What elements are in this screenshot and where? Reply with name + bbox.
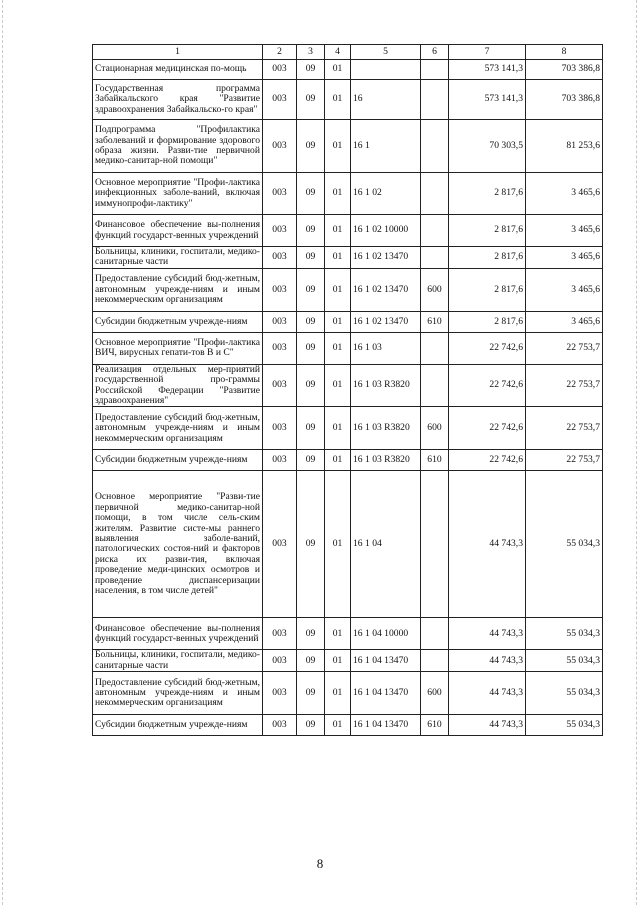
cell-target-article: 16 1 02 13470 <box>351 311 421 332</box>
table-row <box>93 215 603 247</box>
scan-edge-right <box>636 0 638 905</box>
cell-amount-year1: 2 817,6 <box>449 268 526 311</box>
cell-section: 09 <box>297 120 325 173</box>
cell-amount-year2: 81 253,6 <box>526 120 603 173</box>
table-row <box>93 715 603 736</box>
cell-expense-type <box>421 618 449 650</box>
cell-target-article: 16 1 02 13470 <box>351 268 421 311</box>
cell-subsection: 01 <box>325 618 351 650</box>
cell-section: 09 <box>297 173 325 215</box>
cell-expense-type: 600 <box>421 407 449 450</box>
cell-target-article: 16 1 04 <box>351 471 421 618</box>
header-col-2: 2 <box>263 45 297 60</box>
cell-subsection: 01 <box>325 471 351 618</box>
cell-amount-year2: 55 034,3 <box>526 618 603 650</box>
row-name: Больницы, клиники, госпитали, медико-санитарные части <box>93 247 263 269</box>
cell-target-article <box>351 60 421 80</box>
table-row <box>93 311 603 332</box>
cell-expense-type: 610 <box>421 450 449 471</box>
table-row <box>93 332 603 364</box>
cell-target-article: 16 1 03 R3820 <box>351 450 421 471</box>
cell-chapter: 003 <box>263 618 297 650</box>
cell-subsection: 01 <box>325 364 351 407</box>
cell-chapter: 003 <box>263 80 297 120</box>
budget-table <box>92 44 603 736</box>
scan-edge-left <box>2 0 4 905</box>
row-name: Субсидии бюджетным учрежде-ниям <box>93 715 263 736</box>
cell-amount-year1: 70 303,5 <box>449 120 526 173</box>
cell-expense-type <box>421 215 449 247</box>
cell-amount-year1: 22 742,6 <box>449 450 526 471</box>
cell-section: 09 <box>297 450 325 471</box>
cell-expense-type <box>421 173 449 215</box>
cell-section: 09 <box>297 364 325 407</box>
cell-subsection: 01 <box>325 215 351 247</box>
cell-target-article: 16 1 04 10000 <box>351 618 421 650</box>
cell-expense-type <box>421 247 449 269</box>
row-name: Подпрограмма "Профилактика заболеваний и формирование здорового образа жизни. Разви-тие первичной медико-санитар-ной помощи" <box>93 120 263 173</box>
cell-subsection: 01 <box>325 120 351 173</box>
cell-section: 09 <box>297 618 325 650</box>
cell-target-article: 16 1 03 R3820 <box>351 407 421 450</box>
cell-amount-year2: 22 753,7 <box>526 450 603 471</box>
row-name: Субсидии бюджетным учрежде-ниям <box>93 450 263 471</box>
cell-expense-type <box>421 364 449 407</box>
cell-subsection: 01 <box>325 332 351 364</box>
cell-amount-year2: 22 753,7 <box>526 407 603 450</box>
table-row <box>93 364 603 407</box>
row-name: Субсидии бюджетным учрежде-ниям <box>93 311 263 332</box>
cell-amount-year2: 3 465,6 <box>526 311 603 332</box>
header-col-7: 7 <box>449 45 526 60</box>
cell-expense-type <box>421 80 449 120</box>
cell-amount-year2: 55 034,3 <box>526 672 603 715</box>
cell-target-article: 16 1 02 <box>351 173 421 215</box>
table-row <box>93 173 603 215</box>
cell-section: 09 <box>297 268 325 311</box>
cell-target-article: 16 1 02 13470 <box>351 247 421 269</box>
cell-amount-year1: 2 817,6 <box>449 311 526 332</box>
cell-target-article: 16 1 03 <box>351 332 421 364</box>
cell-chapter: 003 <box>263 173 297 215</box>
header-col-8: 8 <box>526 45 603 60</box>
cell-expense-type: 610 <box>421 715 449 736</box>
cell-amount-year2: 703 386,8 <box>526 60 603 80</box>
cell-section: 09 <box>297 650 325 672</box>
cell-expense-type <box>421 650 449 672</box>
cell-amount-year2: 55 034,3 <box>526 471 603 618</box>
cell-expense-type <box>421 332 449 364</box>
cell-amount-year2: 3 465,6 <box>526 173 603 215</box>
row-name: Государственная программа Забайкальского края "Развитие здравоохранения Забайкальско-го края" <box>93 80 263 120</box>
table-header-row <box>93 45 603 60</box>
cell-section: 09 <box>297 672 325 715</box>
cell-section: 09 <box>297 247 325 269</box>
row-name: Финансовое обеспечение вы-полнения функций государст-венных учреждений <box>93 618 263 650</box>
cell-subsection: 01 <box>325 672 351 715</box>
cell-chapter: 003 <box>263 120 297 173</box>
cell-expense-type: 600 <box>421 268 449 311</box>
table-row <box>93 450 603 471</box>
table-row <box>93 471 603 618</box>
cell-subsection: 01 <box>325 450 351 471</box>
row-name: Основное мероприятие "Разви-тие первичной медико-санитар-ной помощи, в том числе сель-ским жителям. Развитие систе-мы раннего выявления заболе-ваний, патологических состоя-ний и факторов риска их разви-тия, включая проведение меди-цинских осмотров и проведение диспансеризации населения, в том числе детей" <box>93 471 263 618</box>
cell-amount-year1: 44 743,3 <box>449 471 526 618</box>
table-row <box>93 60 603 80</box>
table-row <box>93 247 603 269</box>
cell-section: 09 <box>297 311 325 332</box>
row-name: Реализация отдельных мер-приятий государственной про-граммы Российской Федерации "Развитие здравоохранения" <box>93 364 263 407</box>
cell-expense-type: 600 <box>421 672 449 715</box>
cell-subsection: 01 <box>325 407 351 450</box>
cell-amount-year1: 2 817,6 <box>449 173 526 215</box>
cell-amount-year2: 22 753,7 <box>526 364 603 407</box>
cell-amount-year1: 44 743,3 <box>449 650 526 672</box>
cell-chapter: 003 <box>263 311 297 332</box>
cell-subsection: 01 <box>325 311 351 332</box>
cell-subsection: 01 <box>325 650 351 672</box>
cell-amount-year2: 3 465,6 <box>526 247 603 269</box>
header-col-5: 5 <box>351 45 421 60</box>
cell-target-article: 16 <box>351 80 421 120</box>
cell-amount-year1: 22 742,6 <box>449 364 526 407</box>
cell-section: 09 <box>297 80 325 120</box>
cell-amount-year2: 55 034,3 <box>526 715 603 736</box>
cell-subsection: 01 <box>325 80 351 120</box>
cell-chapter: 003 <box>263 471 297 618</box>
row-name: Предоставление субсидий бюд-жетным, автономным учрежде-ниям и иным некоммерческим организациям <box>93 672 263 715</box>
row-name: Финансовое обеспечение вы-полнения функций государст-венных учреждений <box>93 215 263 247</box>
cell-subsection: 01 <box>325 60 351 80</box>
row-name: Больницы, клиники, госпитали, медико-санитарные части <box>93 650 263 672</box>
cell-target-article: 16 1 04 13470 <box>351 650 421 672</box>
cell-section: 09 <box>297 715 325 736</box>
cell-chapter: 003 <box>263 672 297 715</box>
cell-subsection: 01 <box>325 268 351 311</box>
table-row <box>93 618 603 650</box>
cell-amount-year1: 44 743,3 <box>449 715 526 736</box>
header-col-3: 3 <box>297 45 325 60</box>
cell-target-article: 16 1 04 13470 <box>351 672 421 715</box>
cell-amount-year2: 3 465,6 <box>526 215 603 247</box>
cell-chapter: 003 <box>263 364 297 407</box>
table-row <box>93 672 603 715</box>
row-name: Предоставление субсидий бюд-жетным, автономным учрежде-ниям и иным некоммерческим организациям <box>93 268 263 311</box>
cell-amount-year1: 22 742,6 <box>449 407 526 450</box>
cell-target-article: 16 1 03 R3820 <box>351 364 421 407</box>
table-row <box>93 650 603 672</box>
row-name: Предоставление субсидий бюд-жетным, автономным учрежде-ниям и иным некоммерческим организациям <box>93 407 263 450</box>
cell-amount-year2: 22 753,7 <box>526 332 603 364</box>
row-name: Стационарная медицинская по-мощь <box>93 60 263 80</box>
table-body <box>93 60 603 736</box>
cell-chapter: 003 <box>263 215 297 247</box>
page-number: 8 <box>316 856 324 871</box>
cell-subsection: 01 <box>325 715 351 736</box>
cell-subsection: 01 <box>325 247 351 269</box>
cell-section: 09 <box>297 332 325 364</box>
cell-amount-year1: 573 141,3 <box>449 60 526 80</box>
cell-chapter: 003 <box>263 407 297 450</box>
cell-amount-year2: 703 386,8 <box>526 80 603 120</box>
cell-amount-year1: 2 817,6 <box>449 215 526 247</box>
cell-chapter: 003 <box>263 450 297 471</box>
cell-target-article: 16 1 02 10000 <box>351 215 421 247</box>
header-col-6: 6 <box>421 45 449 60</box>
cell-chapter: 003 <box>263 60 297 80</box>
cell-section: 09 <box>297 60 325 80</box>
cell-chapter: 003 <box>263 268 297 311</box>
cell-amount-year2: 3 465,6 <box>526 268 603 311</box>
cell-amount-year1: 573 141,3 <box>449 80 526 120</box>
cell-section: 09 <box>297 471 325 618</box>
cell-subsection: 01 <box>325 173 351 215</box>
cell-chapter: 003 <box>263 332 297 364</box>
cell-expense-type <box>421 120 449 173</box>
cell-amount-year1: 2 817,6 <box>449 247 526 269</box>
cell-target-article: 16 1 04 13470 <box>351 715 421 736</box>
table-row <box>93 120 603 173</box>
cell-section: 09 <box>297 407 325 450</box>
cell-amount-year1: 44 743,3 <box>449 672 526 715</box>
cell-expense-type: 610 <box>421 311 449 332</box>
cell-amount-year1: 44 743,3 <box>449 618 526 650</box>
cell-chapter: 003 <box>263 247 297 269</box>
table-row <box>93 268 603 311</box>
cell-chapter: 003 <box>263 715 297 736</box>
header-col-1: 1 <box>93 45 263 60</box>
cell-expense-type <box>421 471 449 618</box>
cell-amount-year1: 22 742,6 <box>449 332 526 364</box>
row-name: Основное мероприятие "Профи-лактика инфекционных заболе-ваний, включая иммунопрофи-лактику" <box>93 173 263 215</box>
row-name: Основное мероприятие "Профи-лактика ВИЧ, вирусных гепати-тов В и С" <box>93 332 263 364</box>
header-col-4: 4 <box>325 45 351 60</box>
cell-amount-year2: 55 034,3 <box>526 650 603 672</box>
cell-target-article: 16 1 <box>351 120 421 173</box>
table-row <box>93 80 603 120</box>
cell-chapter: 003 <box>263 650 297 672</box>
cell-expense-type <box>421 60 449 80</box>
table-row <box>93 407 603 450</box>
cell-section: 09 <box>297 215 325 247</box>
